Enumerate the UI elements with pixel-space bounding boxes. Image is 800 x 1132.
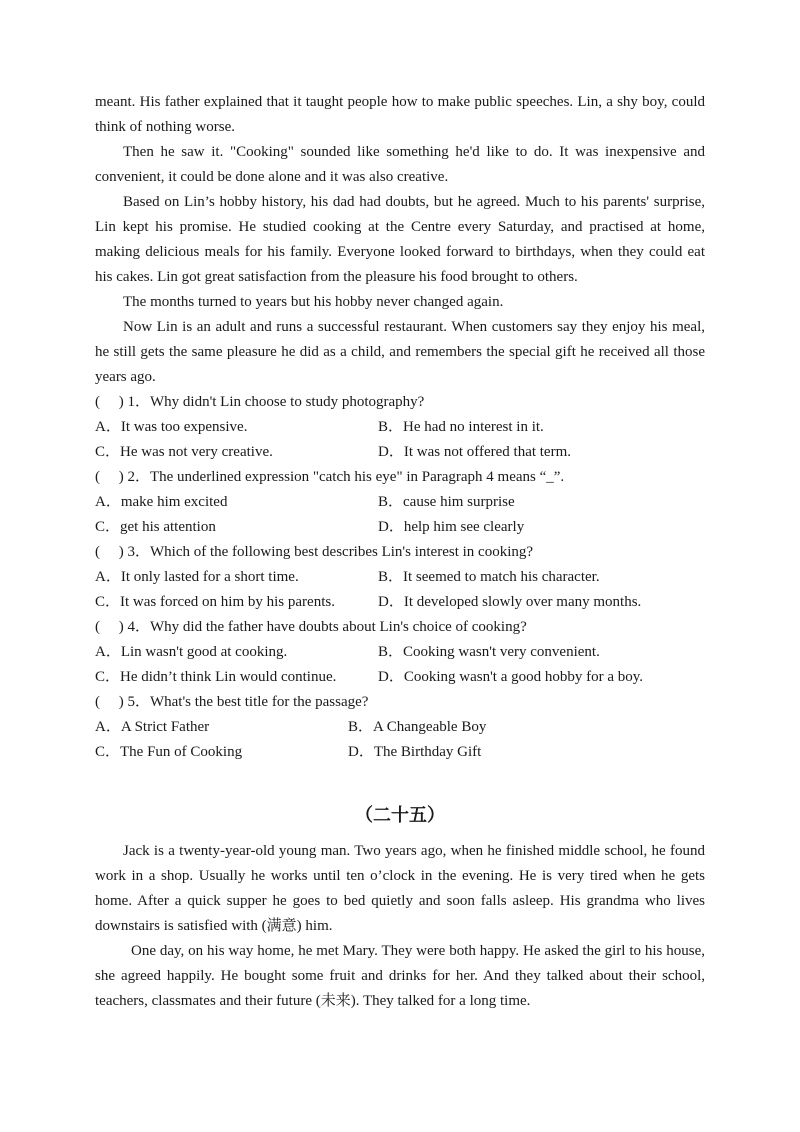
option-b: B．A Changeable Boy	[348, 719, 487, 735]
passage2-paragraph-1: Jack is a twenty-year-old young man. Two years ago, when he finished middle school, he found work in a shop. Usually he works until ten o’clock in the evening. He is very tired when he gets home. After a quick supper he goes to bed quietly and soon falls asleep. His grandma who lives downstairs is satisfied with (满意) him.	[95, 843, 705, 934]
section-title: （二十五）	[355, 805, 445, 825]
option-row	[95, 415, 705, 440]
option-row	[95, 565, 705, 590]
option-a: A．Lin wasn't good at cooking.	[95, 644, 288, 660]
question-3	[95, 540, 705, 615]
option-a: A．It only lasted for a short time.	[95, 569, 299, 585]
option-a: A．make him excited	[95, 494, 228, 510]
question-4	[95, 615, 705, 690]
passage1-paragraph-3: Based on Lin’s hobby history, his dad had doubts, but he agreed. Much to his parents' surprise, Lin kept his promise. He studied cooking at the Centre every Saturday, and practised at home, making delicious meals for his family. Everyone looked forward to birthdays, when they could eat his cakes. Lin got great satisfaction from the pleasure his food brought to others.	[95, 194, 705, 285]
question-1	[95, 390, 705, 465]
option-c: C．get his attention	[95, 519, 216, 535]
option-b: B．He had no interest in it.	[378, 419, 544, 435]
option-row	[95, 740, 705, 765]
option-row	[95, 440, 705, 465]
option-b: B．cause him surprise	[378, 494, 515, 510]
question-stem: ( ) 3．Which of the following best describes Lin's interest in cooking?	[95, 544, 534, 560]
option-a: A．It was too expensive.	[95, 419, 248, 435]
question-stem: ( ) 2．The underlined expression "catch his eye" in Paragraph 4 means “_”.	[95, 469, 565, 485]
question-2	[95, 465, 705, 540]
option-row	[95, 490, 705, 515]
option-d: D．It was not offered that term.	[378, 444, 572, 460]
passage1-paragraph-1: meant. His father explained that it taught people how to make public speeches. Lin, a shy boy, could think of nothing worse.	[95, 94, 705, 135]
option-row	[95, 640, 705, 665]
section-spacer	[95, 830, 705, 839]
option-d: D．The Birthday Gift	[348, 744, 482, 760]
option-row	[95, 590, 705, 615]
passage1-paragraph-5: Now Lin is an adult and runs a successful restaurant. When customers say they enjoy his meal, he still gets the same pleasure he did as a child, and remembers the special gift he received all those years ago.	[95, 319, 705, 385]
option-b: B．Cooking wasn't very convenient.	[378, 644, 600, 660]
passage1-paragraph-4: The months turned to years but his hobby never changed again.	[123, 294, 504, 310]
option-row	[95, 515, 705, 540]
question-stem: ( ) 4．Why did the father have doubts about Lin's choice of cooking?	[95, 619, 527, 635]
question-stem: ( ) 5．What's the best title for the passage?	[95, 694, 369, 710]
option-a: A．A Strict Father	[95, 719, 210, 735]
section-spacer	[95, 765, 705, 800]
option-b: B．It seemed to match his character.	[378, 569, 600, 585]
option-c: C．It was forced on him by his parents.	[95, 594, 335, 610]
document-page	[95, 90, 705, 1014]
option-row	[95, 715, 705, 740]
question-stem: ( ) 1．Why didn't Lin choose to study photography?	[95, 394, 425, 410]
passage1-paragraph-2: Then he saw it. "Cooking" sounded like something he'd like to do. It was inexpensive and convenient, it could be done alone and it was also creative.	[95, 144, 705, 185]
option-d: D．Cooking wasn't a good hobby for a boy.	[378, 669, 644, 685]
option-c: C．He was not very creative.	[95, 444, 273, 460]
option-d: D．It developed slowly over many months.	[378, 594, 642, 610]
option-d: D．help him see clearly	[378, 519, 525, 535]
question-5	[95, 690, 705, 765]
option-c: C．He didn’t think Lin would continue.	[95, 669, 337, 685]
option-c: C．The Fun of Cooking	[95, 744, 243, 760]
option-row	[95, 665, 705, 690]
passage2-paragraph-2: One day, on his way home, he met Mary. They were both happy. He asked the girl to his house, she agreed happily. He bought some fruit and drinks for her. And they talked about their school, teachers, classmates and their future (未来). They talked for a long time.	[95, 943, 705, 1009]
